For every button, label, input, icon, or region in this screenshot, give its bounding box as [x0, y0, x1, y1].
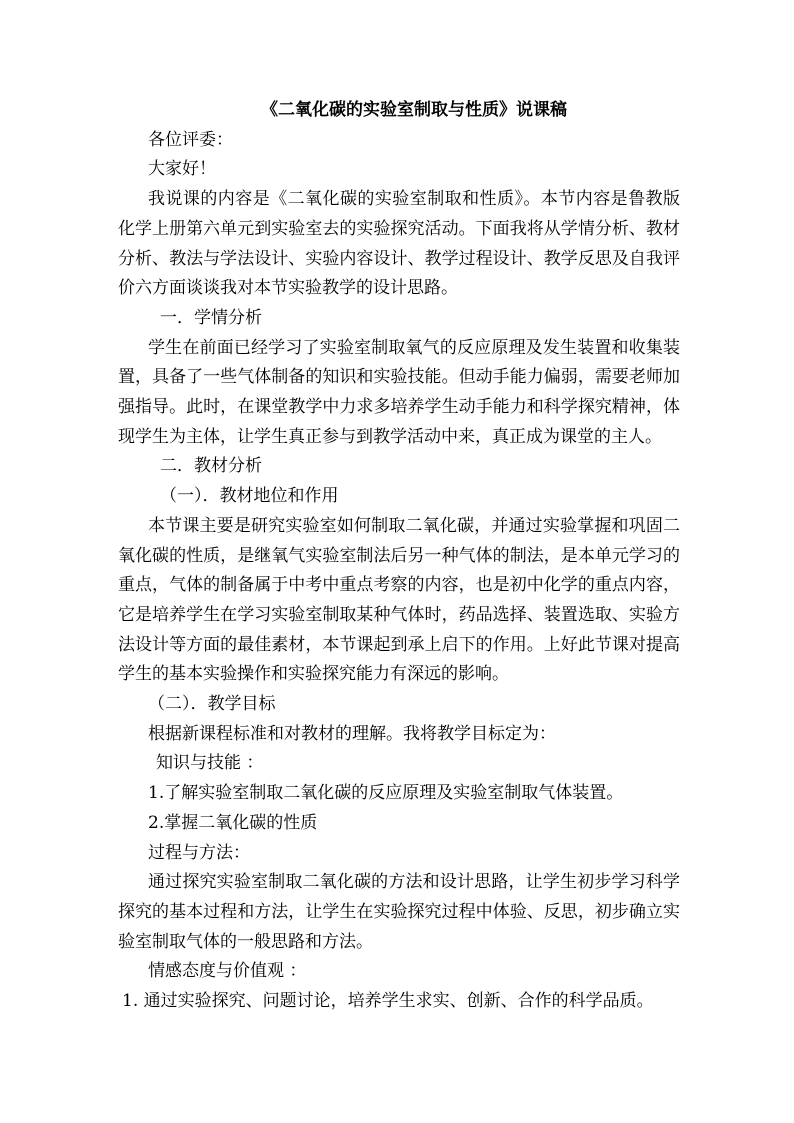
goals-intro: 根据新课程标准和对教材的理解。我将教学目标定为： [148, 723, 556, 744]
document-body [118, 96, 680, 1017]
intro-paragraph: 我说课的内容是《二氧化碳的实验室制取和性质》。本节内容是鲁教版化学上册第六单元到实验室去的实验探究活动。下面我将从学情分析、教材分析、教法与学法设计、实验内容设计、教学过程设计、教学反思及自我评价六方面谈谈我对本节实验教学的设计思路。 [118, 189, 680, 299]
goal-knowledge-item-1: 1.了解实验室制取二氧化碳的反应原理及实验室制取气体装置。 [148, 783, 624, 804]
document-title: 《二氧化碳的实验室制取与性质》说课稿 [261, 100, 567, 120]
greeting: 大家好！ [148, 159, 216, 180]
textbook-role-paragraph: 本节课主要是研究实验室如何制取二氧化碳，并通过实验掌握和巩固二氧化碳的性质，是继氧气实验室制法后另一种气体的制法，是本单元学习的重点，气体的制备属于中考中重点考察的内容，也是初中化学的重点内容，它是培养学生在学习实验室制取某种气体时，药品选择、装置选取、实验方法设计等方面的最佳素材，本节课起到承上启下的作用。上好此节课对提高学生的基本实验操作和实验探究能力有深远的影响。 [118, 515, 680, 685]
goal-process-paragraph: 通过探究实验室制取二氧化碳的方法和设计思路，让学生初步学习科学探究的基本过程和方法，让学生在实验探究过程中体验、反思，初步确立实验室制取气体的一般思路和方法。 [118, 872, 680, 952]
salutation: 各位评委： [148, 129, 233, 150]
goal-knowledge-item-2: 2.掌握二氧化碳的性质 [148, 812, 318, 833]
subheading-teaching-goals: （二）．教学目标 [148, 694, 276, 715]
goal-process-heading: 过程与方法： [148, 842, 250, 863]
goal-attitude-item-1: 1. 通过实验探究、问题讨论，培养学生求实、创新、合作的科学品质。 [122, 991, 654, 1012]
goal-knowledge-heading: 知识与技能 ： [156, 753, 264, 774]
subheading-textbook-role: （一）．教材地位和作用 [160, 486, 339, 507]
goal-attitude-heading: 情感态度与价值观 ： [148, 961, 307, 982]
heading-student-analysis: 一．学情分析 [160, 307, 262, 328]
heading-textbook-analysis: 二．教材分析 [160, 456, 262, 477]
student-analysis-paragraph: 学生在前面已经学习了实验室制取氧气的反应原理及发生装置和收集装置，具备了一些气体制备的知识和实验技能。但动手能力偏弱，需要老师加强指导。此时，在课堂教学中力求多培养学生动手能力和科学探究精神，体现学生为主体，让学生真正参与到教学活动中来，真正成为课堂的主人。 [118, 337, 680, 447]
